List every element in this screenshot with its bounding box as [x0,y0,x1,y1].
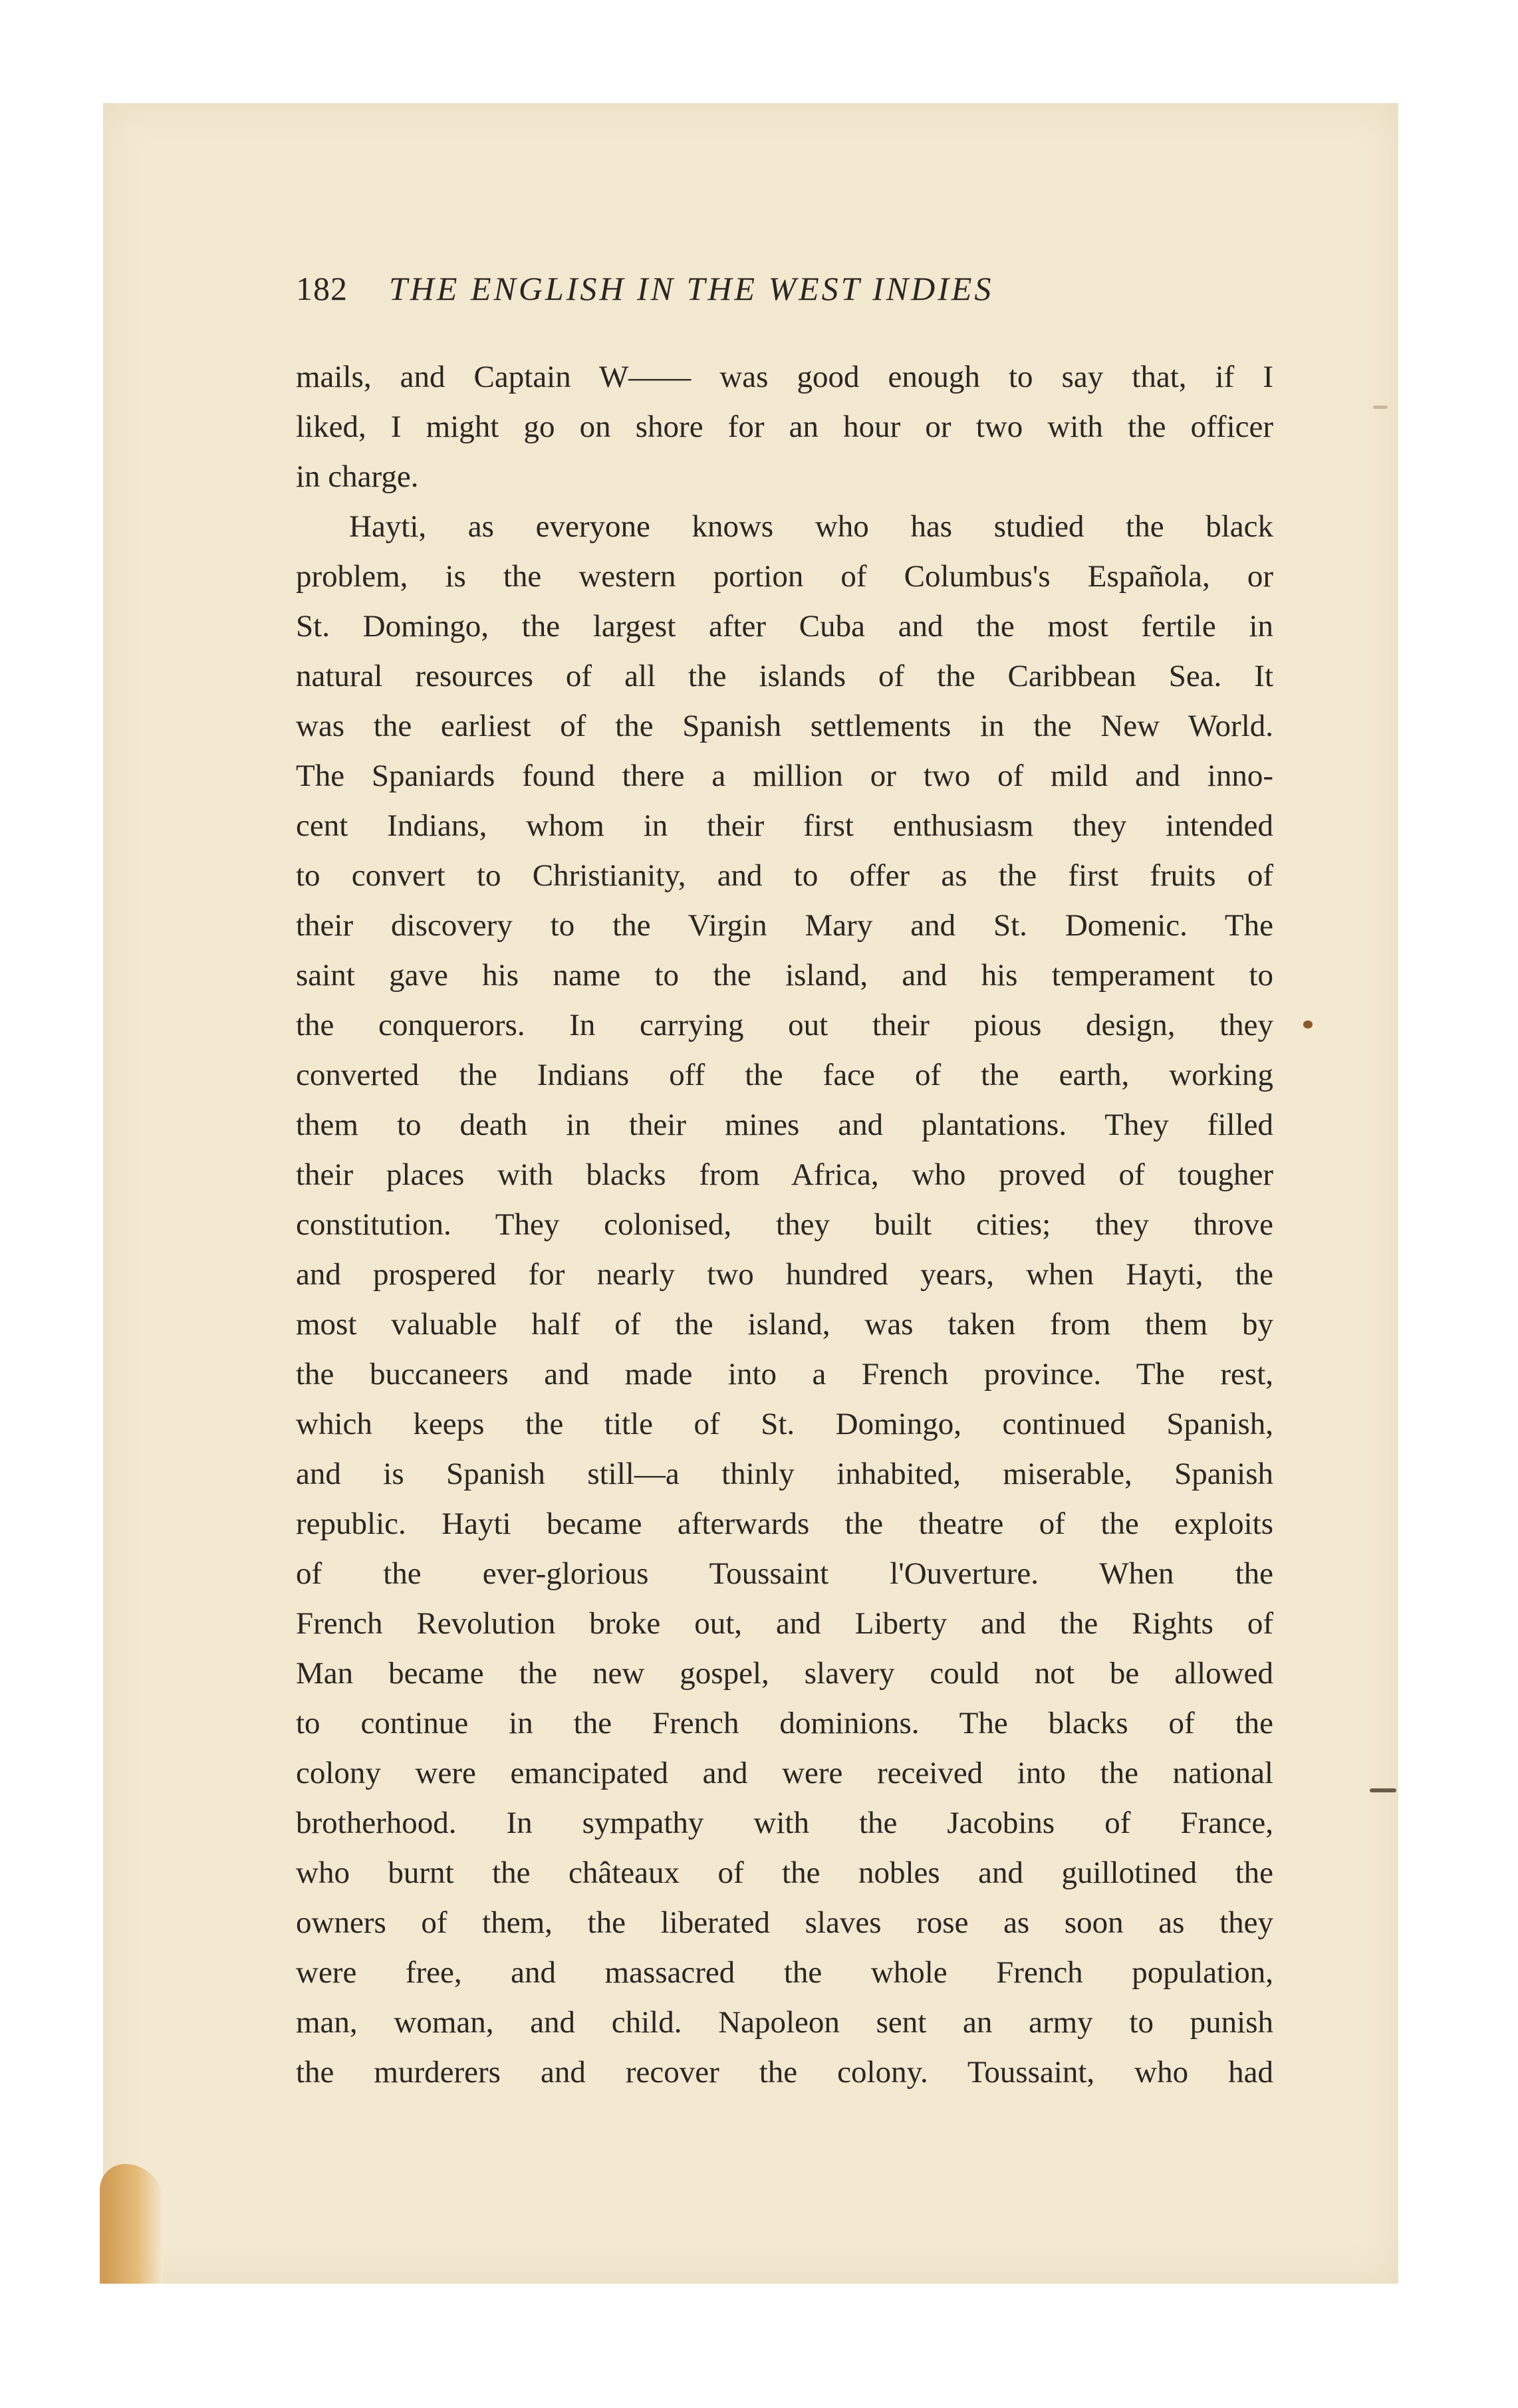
text-line: cent Indians, whom in their first enthusiasm they intended [296,808,1273,843]
ink-speck [1373,406,1388,409]
text-line: St. Domingo, the largest after Cuba and the most fertile in [296,609,1273,644]
text-line: were free, and massacred the whole French population, [296,1955,1273,1990]
text-line: natural resources of all the islands of the Caribbean Sea. It [296,659,1273,693]
text-line: them to death in their mines and plantations. They filled [296,1108,1273,1142]
text-line: constitution. They colonised, they built cities; they throve [296,1207,1273,1242]
text-line: colony were emancipated and were received into the national [296,1756,1273,1790]
text-line: republic. Hayti became afterwards the theatre of the exploits [296,1506,1273,1541]
body-text [296,352,1273,2098]
text-line: the conquerors. In carrying out their pious design, they [296,1008,1273,1042]
text-line: brotherhood. In sympathy with the Jacobins of France, [296,1806,1273,1840]
text-line: the buccaneers and made into a French province. The rest, [296,1357,1273,1391]
text-line: which keeps the title of St. Domingo, continued Spanish, [296,1407,1273,1441]
text-line: problem, is the western portion of Columbus's Española, or [296,559,1273,594]
text-line: mails, and Captain W—— was good enough to say that, if I [296,360,1273,394]
running-header [296,269,1273,316]
text-line: their places with blacks from Africa, who proved of tougher [296,1157,1273,1192]
text-line: and prospered for nearly two hundred years, when Hayti, the [296,1257,1273,1292]
ink-speck [1303,1021,1313,1028]
text-line: liked, I might go on shore for an hour or two with the officer [296,410,1273,444]
scanner-thumb-artifact [100,2164,163,2284]
text-line: and is Spanish still—a thinly inhabited, miserable, Spanish [296,1457,1273,1491]
text-line: owners of them, the liberated slaves rose as soon as they [296,1905,1273,1940]
text-line: of the ever-glorious Toussaint l'Ouverture. When the [296,1556,1273,1591]
page-number: 182 [296,270,348,307]
text-line: most valuable half of the island, was taken from them by [296,1307,1273,1342]
text-line: was the earliest of the Spanish settlements in the New World. [296,709,1273,743]
text-line: Hayti, as everyone knows who has studied the black [349,509,1273,544]
text-line: man, woman, and child. Napoleon sent an army to punish [296,2005,1273,2040]
text-line: to convert to Christianity, and to offer as the first fruits of [296,858,1273,893]
text-line: French Revolution broke out, and Liberty and the Rights of [296,1606,1273,1641]
text-line: saint gave his name to the island, and his temperament to [296,958,1273,993]
text-line: in charge. [296,459,419,494]
text-line: converted the Indians off the face of the earth, working [296,1058,1273,1092]
running-title: THE ENGLISH IN THE WEST INDIES [389,270,994,307]
text-line: their discovery to the Virgin Mary and St. Domenic. The [296,908,1273,943]
ink-speck [1370,1788,1396,1792]
text-line: the murderers and recover the colony. Toussaint, who had [296,2055,1273,2090]
text-line: Man became the new gospel, slavery could not be allowed [296,1656,1273,1691]
text-line: The Spaniards found there a million or two of mild and inno- [296,759,1273,793]
text-line: to continue in the French dominions. The blacks of the [296,1706,1273,1741]
text-line: who burnt the châteaux of the nobles and guillotined the [296,1856,1273,1890]
